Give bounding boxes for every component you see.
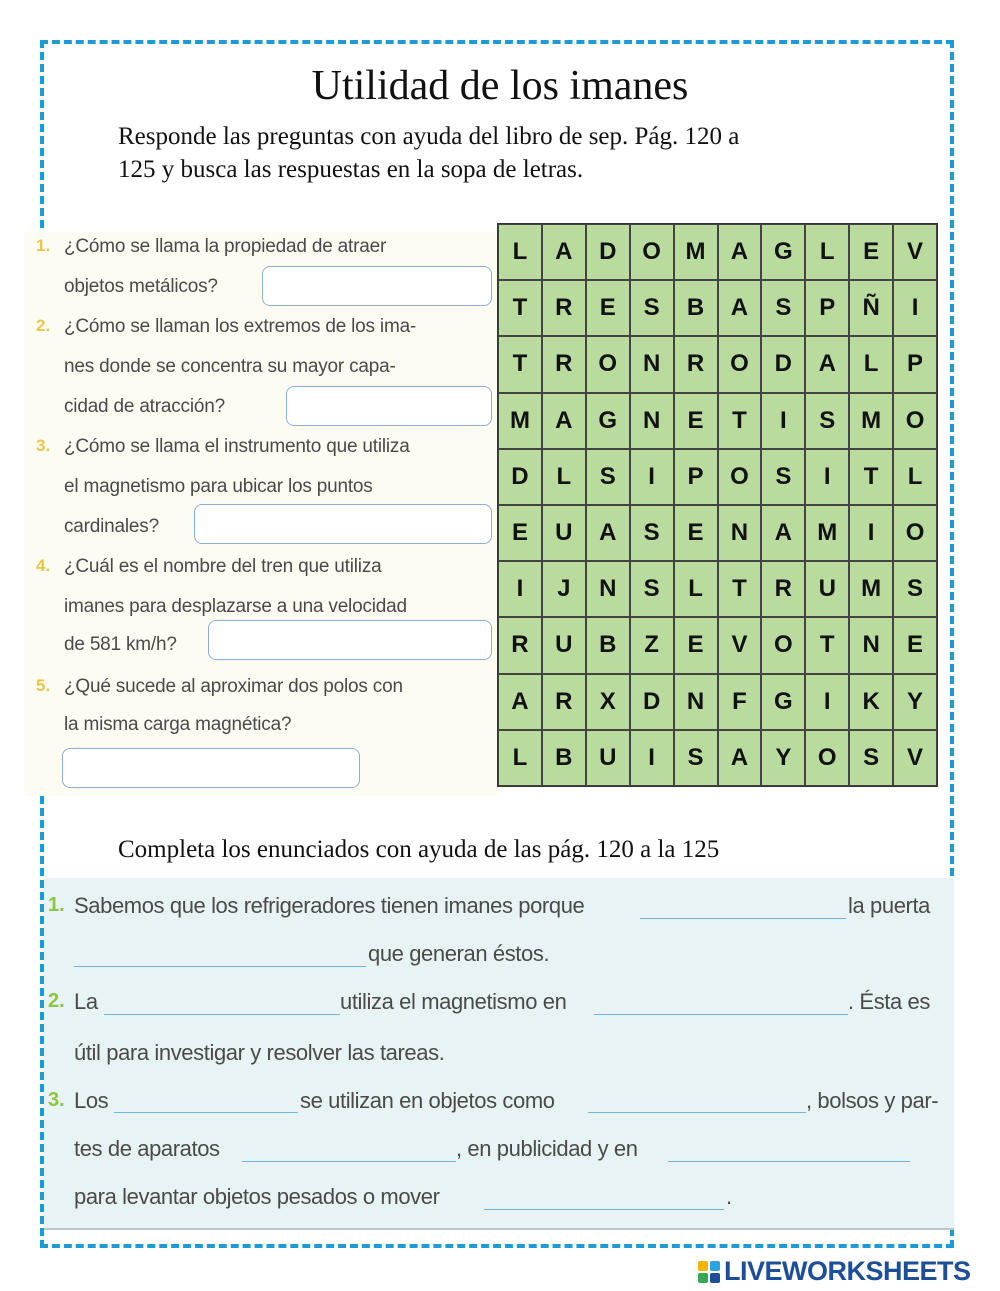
grid-cell[interactable]: P	[805, 280, 849, 336]
statement-2-number: 2.	[48, 990, 65, 1012]
grid-cell[interactable]: L	[893, 449, 937, 505]
grid-cell[interactable]: T	[805, 617, 849, 673]
statement-3-text-e: , en publicidad y en	[456, 1136, 638, 1161]
grid-cell[interactable]: D	[630, 674, 674, 730]
grid-cell[interactable]: S	[761, 280, 805, 336]
grid-cell[interactable]: T	[498, 280, 542, 336]
question-2-line-2: nes donde se concentra su mayor capa-	[64, 356, 396, 377]
statement-3-text-g: .	[726, 1184, 732, 1209]
grid-cell[interactable]: R	[761, 561, 805, 617]
grid-cell[interactable]: A	[761, 505, 805, 561]
question-number: 3.	[36, 436, 51, 455]
grid-cell[interactable]: R	[542, 336, 586, 392]
grid-cell[interactable]: I	[630, 730, 674, 786]
fill-in-panel	[44, 878, 954, 1230]
grid-cell[interactable]: E	[674, 505, 718, 561]
statement-1-text-b: la puerta	[848, 893, 931, 918]
grid-cell[interactable]: L	[498, 224, 542, 280]
page-title: Utilidad de los imanes	[311, 63, 689, 109]
blank-3b[interactable]	[588, 1112, 806, 1113]
grid-cell[interactable]: R	[498, 617, 542, 673]
grid-cell[interactable]: A	[718, 224, 762, 280]
grid-cell[interactable]: I	[849, 505, 893, 561]
liveworksheets-logo	[698, 1256, 971, 1287]
grid-cell[interactable]: O	[718, 336, 762, 392]
statement-1-text-c: que generan éstos.	[368, 941, 550, 966]
grid-cell[interactable]: S	[674, 730, 718, 786]
blank-3c[interactable]	[242, 1161, 456, 1162]
grid-cell[interactable]: P	[674, 449, 718, 505]
grid-cell[interactable]: S	[586, 449, 630, 505]
grid-cell[interactable]: O	[761, 617, 805, 673]
blank-3e[interactable]	[484, 1209, 724, 1210]
grid-cell[interactable]: V	[893, 730, 937, 786]
grid-cell[interactable]: U	[542, 617, 586, 673]
question-2-line-1: ¿Cómo se llaman los extremos de los ima-	[64, 316, 417, 337]
grid-cell[interactable]: M	[498, 393, 542, 449]
grid-cell[interactable]: S	[893, 561, 937, 617]
grid-cell[interactable]: T	[498, 336, 542, 392]
grid-cell[interactable]: B	[542, 730, 586, 786]
grid-cell[interactable]: N	[630, 393, 674, 449]
grid-cell[interactable]: N	[718, 505, 762, 561]
instructions-line-1: Responde las preguntas con ayuda del libro de sep. Pág. 120 a	[118, 123, 740, 150]
grid-cell[interactable]: E	[893, 617, 937, 673]
logo-icon	[698, 1261, 720, 1283]
logo-text: LIVEWORKSHEETS	[724, 1256, 971, 1286]
statement-1-number: 1.	[48, 894, 65, 916]
grid-cell[interactable]: D	[586, 224, 630, 280]
blank-2a[interactable]	[104, 1014, 340, 1015]
statement-2-text-b: utiliza el magnetismo en	[340, 989, 567, 1014]
grid-cell[interactable]: I	[805, 674, 849, 730]
grid-cell[interactable]: A	[586, 505, 630, 561]
grid-cell[interactable]: A	[498, 674, 542, 730]
grid-cell[interactable]: G	[586, 393, 630, 449]
section-2-title: Completa los enunciados con ayuda de las pág. 120 a la 125	[118, 836, 720, 863]
grid-cell[interactable]: T	[718, 561, 762, 617]
instructions-line-2: 125 y busca las respuestas en la sopa de letras.	[118, 156, 584, 183]
question-4-line-2: imanes para desplazarse a una velocidad	[64, 596, 407, 617]
grid-cell[interactable]: R	[542, 674, 586, 730]
statement-3-text-f: para levantar objetos pesados o mover	[74, 1184, 440, 1209]
grid-cell[interactable]: S	[630, 561, 674, 617]
question-3-line-3: cardinales?	[64, 516, 159, 537]
grid-cell[interactable]: O	[893, 505, 937, 561]
grid-cell[interactable]: O	[893, 393, 937, 449]
grid-cell[interactable]: S	[849, 730, 893, 786]
grid-cell[interactable]: N	[586, 561, 630, 617]
grid-cell[interactable]: E	[498, 505, 542, 561]
grid-cell[interactable]: V	[718, 617, 762, 673]
statement-3-text-d: tes de aparatos	[74, 1136, 220, 1161]
grid-cell[interactable]: O	[805, 730, 849, 786]
grid-cell[interactable]: U	[805, 561, 849, 617]
grid-cell[interactable]: N	[630, 336, 674, 392]
grid-cell[interactable]: D	[498, 449, 542, 505]
grid-cell[interactable]: V	[893, 224, 937, 280]
question-4-line-1: ¿Cuál es el nombre del tren que utiliza	[64, 556, 382, 577]
grid-cell[interactable]: O	[718, 449, 762, 505]
grid-cell[interactable]: E	[674, 617, 718, 673]
grid-cell[interactable]: R	[674, 336, 718, 392]
grid-cell[interactable]: Ñ	[849, 280, 893, 336]
statement-3-number: 3.	[48, 1089, 65, 1111]
grid-cell[interactable]: M	[674, 224, 718, 280]
grid-cell[interactable]: I	[893, 280, 937, 336]
blank-3d[interactable]	[668, 1161, 910, 1162]
grid-cell[interactable]: E	[674, 393, 718, 449]
grid-cell[interactable]: Y	[893, 674, 937, 730]
grid-cell[interactable]: G	[761, 674, 805, 730]
grid-cell[interactable]: I	[498, 561, 542, 617]
grid-cell[interactable]: A	[718, 280, 762, 336]
grid-cell[interactable]: M	[849, 561, 893, 617]
question-number: 5.	[36, 676, 51, 695]
grid-cell[interactable]: Z	[630, 617, 674, 673]
statement-2-text-a: La	[74, 989, 98, 1014]
statement-3-text-c: , bolsos y par-	[806, 1088, 939, 1113]
question-number: 2.	[36, 316, 51, 335]
grid-cell[interactable]: E	[849, 224, 893, 280]
statement-3-text-a: Los	[74, 1088, 109, 1113]
grid-cell[interactable]: R	[542, 280, 586, 336]
answer-4-input[interactable]	[208, 620, 492, 660]
question-5-line-1: ¿Qué sucede al aproximar dos polos con	[64, 676, 403, 697]
word-search-grid[interactable]	[497, 223, 938, 787]
grid-cell[interactable]: G	[761, 224, 805, 280]
grid-cell[interactable]: A	[542, 393, 586, 449]
grid-cell[interactable]: N	[674, 674, 718, 730]
question-1-line-1: ¿Cómo se llama la propiedad de atraer	[64, 236, 387, 257]
grid-cell[interactable]: O	[630, 224, 674, 280]
grid-cell[interactable]: T	[718, 393, 762, 449]
panel-bottom-rule	[44, 1228, 954, 1230]
grid-cell[interactable]: U	[586, 730, 630, 786]
grid-cell[interactable]: L	[498, 730, 542, 786]
answer-3-input[interactable]	[194, 504, 492, 544]
grid-cell[interactable]: L	[674, 561, 718, 617]
blank-1b[interactable]	[74, 966, 366, 967]
grid-cell[interactable]: S	[761, 449, 805, 505]
instructions	[118, 120, 878, 186]
grid-cell[interactable]: S	[630, 505, 674, 561]
grid-cell[interactable]: M	[805, 505, 849, 561]
grid-cell[interactable]: T	[849, 449, 893, 505]
question-3-line-2: el magnetismo para ubicar los puntos	[64, 476, 373, 497]
grid-cell[interactable]: A	[718, 730, 762, 786]
grid-cell[interactable]: M	[849, 393, 893, 449]
grid-cell[interactable]: B	[674, 280, 718, 336]
blank-3a[interactable]	[114, 1112, 298, 1113]
answer-5-input[interactable]	[62, 748, 360, 788]
question-number: 4.	[36, 556, 51, 575]
grid-cell[interactable]: B	[586, 617, 630, 673]
grid-cell[interactable]: L	[542, 449, 586, 505]
question-5-line-2: la misma carga magnética?	[64, 714, 292, 735]
grid-cell[interactable]: I	[805, 449, 849, 505]
question-number: 1.	[36, 236, 51, 255]
questions-panel	[24, 232, 498, 796]
grid-cell[interactable]: O	[586, 336, 630, 392]
grid-cell[interactable]: E	[586, 280, 630, 336]
grid-cell[interactable]: P	[893, 336, 937, 392]
grid-cell[interactable]: S	[630, 280, 674, 336]
blank-1a[interactable]	[640, 918, 846, 919]
grid-cell[interactable]: Y	[761, 730, 805, 786]
grid-cell[interactable]: A	[805, 336, 849, 392]
grid-cell[interactable]: I	[630, 449, 674, 505]
question-4-line-3: de 581 km/h?	[64, 634, 177, 655]
grid-cell[interactable]: I	[761, 393, 805, 449]
grid-cell[interactable]: K	[849, 674, 893, 730]
question-3-line-1: ¿Cómo se llama el instrumento que utiliza	[64, 436, 410, 457]
answer-2-input[interactable]	[286, 386, 492, 426]
question-2-line-3: cidad de atracción?	[64, 396, 225, 417]
grid-cell[interactable]: J	[542, 561, 586, 617]
grid-cell[interactable]: X	[586, 674, 630, 730]
grid-cell[interactable]: L	[805, 224, 849, 280]
answer-1-input[interactable]	[262, 266, 492, 306]
grid-cell[interactable]: U	[542, 505, 586, 561]
statement-2-text-c: . Ésta es	[848, 989, 930, 1014]
blank-2b[interactable]	[594, 1014, 848, 1015]
question-1-line-2: objetos metálicos?	[64, 276, 218, 297]
grid-cell[interactable]: N	[849, 617, 893, 673]
grid-cell[interactable]: D	[761, 336, 805, 392]
grid-cell[interactable]: S	[805, 393, 849, 449]
grid-cell[interactable]: L	[849, 336, 893, 392]
statement-2-text-d: útil para investigar y resolver las tareas.	[74, 1040, 445, 1065]
statement-1-text-a: Sabemos que los refrigeradores tienen imanes porque	[74, 893, 585, 918]
statement-3-text-b: se utilizan en objetos como	[300, 1088, 555, 1113]
grid-cell[interactable]: F	[718, 674, 762, 730]
grid-cell[interactable]: A	[542, 224, 586, 280]
